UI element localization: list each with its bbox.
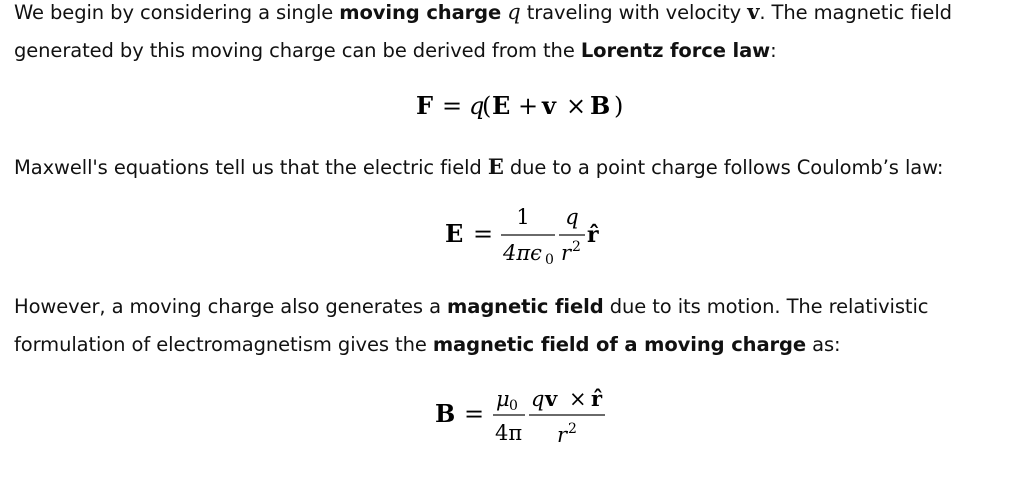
eq1-v: v (542, 91, 556, 120)
paragraph-intro (14, 0, 1004, 70)
text: as: (806, 333, 841, 356)
eq1-q: q (469, 92, 485, 120)
text: . The magnetic field generated by this moving charge can be derived from the (14, 1, 952, 62)
paragraph-magnetic (14, 288, 1004, 364)
eq3-den-4pi: 4π (495, 421, 523, 445)
eq1-plus: + (518, 92, 539, 120)
eq2-num-1: 1 (516, 205, 530, 229)
eq3-den-r: r (557, 423, 568, 447)
eq3-num-rhat: r̂ (591, 386, 603, 411)
text: due to a point charge follows Coulomb’s law: (503, 156, 944, 179)
eq1-lparen: ( (482, 92, 492, 120)
eq1-equals: = (442, 92, 463, 120)
eq3-num-sub-0: 0 (509, 398, 518, 414)
eq3-num-mu: μ (496, 387, 510, 411)
eq1-B: B (590, 91, 611, 120)
bold-moving-charge: moving charge (339, 1, 502, 24)
math-var-E: E (487, 154, 504, 179)
equation-lorentz-force (414, 86, 634, 126)
eq3-B: B (435, 399, 456, 428)
math-var-q: q (507, 0, 521, 24)
text: : (770, 39, 777, 62)
eq3-num-times: × (569, 387, 587, 411)
eq1-times: × (566, 92, 587, 120)
bold-magnetic-field: magnetic field (447, 295, 604, 318)
eq1-rparen: ) (614, 92, 624, 120)
eq3-num-v: v (545, 386, 558, 411)
eq2-den-r: r (561, 241, 572, 265)
text: However, a moving charge also generates a (14, 295, 448, 318)
eq2-E: E (445, 219, 464, 248)
math-var-v: v (747, 0, 760, 24)
eq2-num-q: q (565, 205, 579, 229)
eq1-E: E (492, 91, 511, 120)
eq3-den-sup-2: 2 (568, 421, 577, 437)
eq2-den-sup-2: 2 (572, 239, 581, 255)
eq3-equals: = (464, 400, 485, 428)
equation-moving-charge-field (433, 380, 623, 450)
eq3-num-q: q (531, 387, 545, 411)
text: We begin by considering a single (14, 1, 340, 24)
eq2-rhat: r̂ (587, 222, 599, 248)
text: Maxwell's equations tell us that the electric field (14, 156, 488, 179)
eq2-den-sub-0: 0 (545, 252, 554, 268)
eq2-equals: = (473, 220, 494, 248)
eq2-den-4pi-eps: 4πϵ (503, 241, 542, 265)
bold-lorentz-force-law: Lorentz force law (580, 39, 771, 62)
eq1-F: F (416, 91, 434, 120)
text: traveling with velocity (520, 1, 748, 24)
equation-coulomb (443, 200, 613, 270)
paragraph-coulomb (14, 148, 1004, 187)
bold-magnetic-field-moving-charge: magnetic field of a moving charge (432, 333, 807, 356)
text: due to its motion. The relativistic formulation of electromagnetism gives the (14, 295, 929, 356)
